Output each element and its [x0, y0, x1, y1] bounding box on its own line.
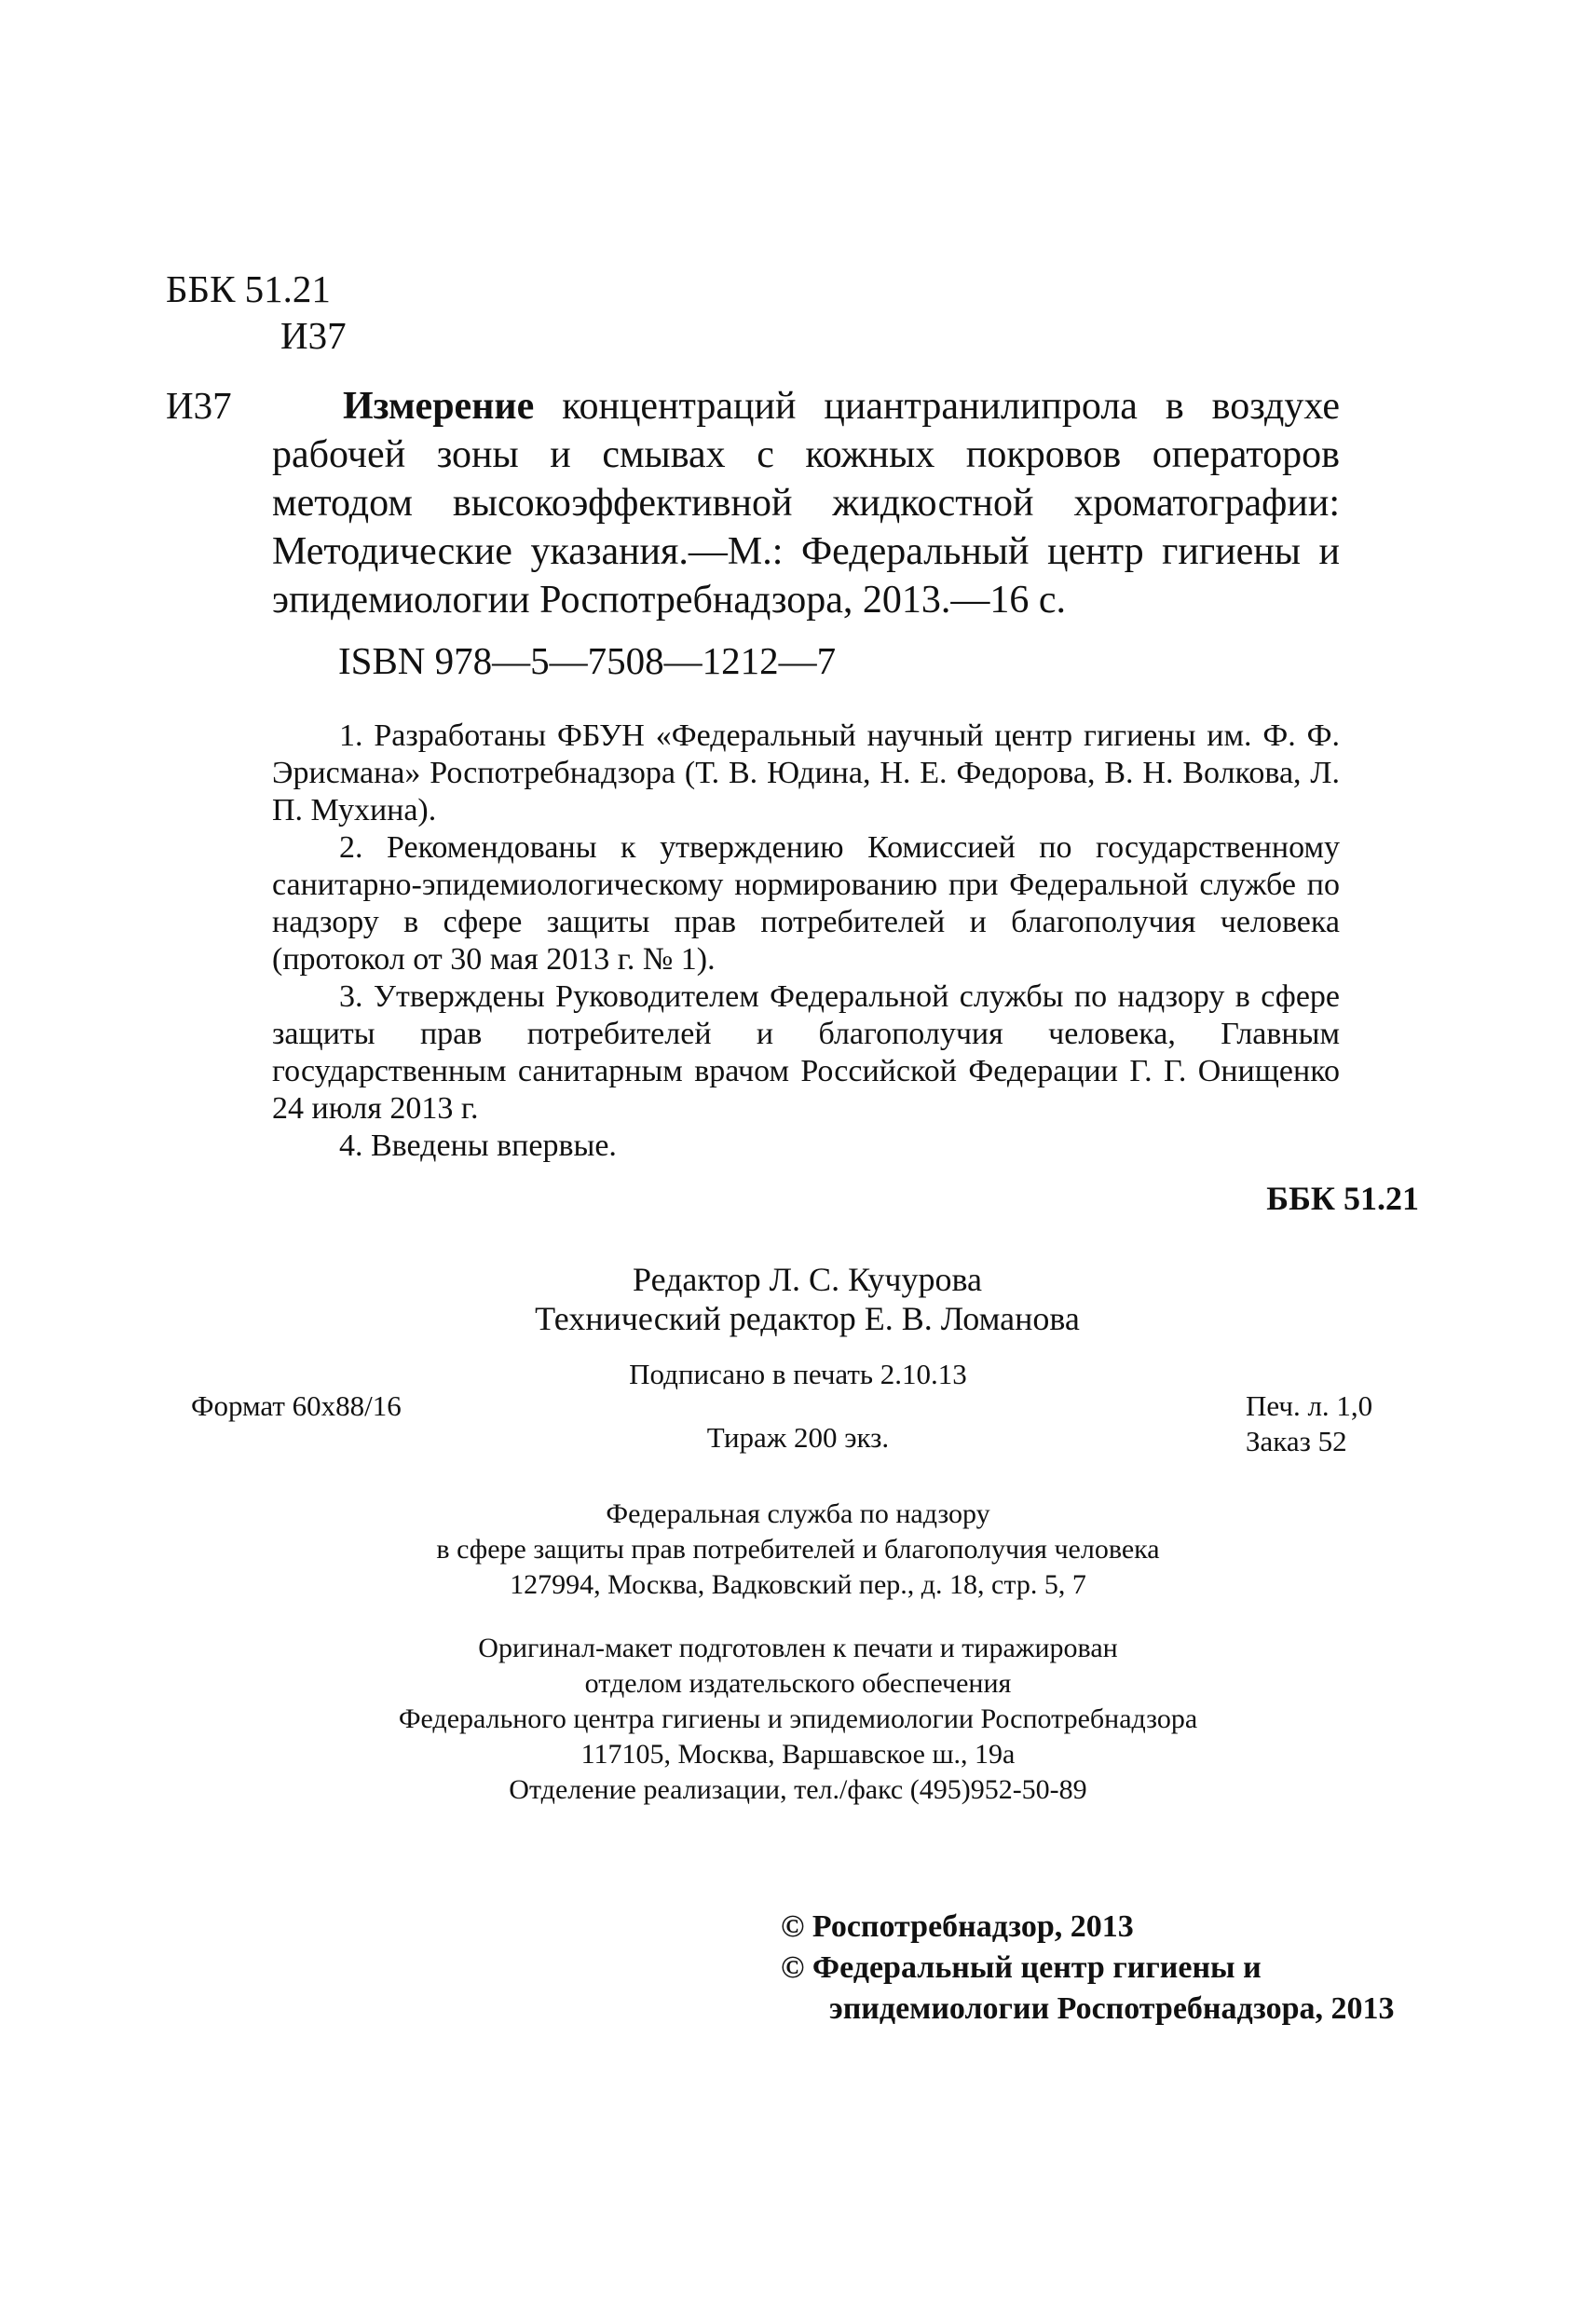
note-approved: 3. Утверждены Руководителем Федеральной службы по надзору в сфере защиты прав потребителей и благополучия человека, Главным государственным санитарным врачом Российской Федерации Г. Г. Онищенко 24 июля 2013 г. — [272, 979, 1340, 1126]
maker-line: Федерального центра гигиены и эпидемиологии Роспотребнадзора — [398, 1703, 1198, 1734]
print-sheets: Печ. л. 1,0 — [1246, 1389, 1373, 1422]
signed-to-print: Подписано в печать 2.10.13 — [629, 1358, 967, 1390]
paper-format: Формат 60х88/16 — [191, 1389, 402, 1422]
maker-line: Оригинал-макет подготовлен к печати и тиражирован — [478, 1633, 1118, 1663]
bbk-classification-bottom: ББК 51.21 — [1266, 1180, 1419, 1217]
publisher-line: в сфере защиты прав потребителей и благополучия человека — [436, 1534, 1160, 1565]
copyright-line: эпидемиологии Роспотребнадзора, 2013 — [829, 1991, 1395, 2026]
circulation: Тираж 200 экз. — [706, 1421, 890, 1454]
publication-notes — [272, 718, 1340, 1165]
maker-address: 117105, Москва, Варшавское ш., 19а — [580, 1739, 1016, 1770]
entry-lead-word: Измерение — [343, 385, 535, 428]
note-introduced: 4. Введены впервые. — [339, 1128, 617, 1163]
editors-block — [0, 1260, 1596, 1338]
maker-line: отделом издательского обеспечения — [584, 1668, 1012, 1699]
entry-description: концентраций циантранилипрола в воздухе рабочей зоны и смывах с кожных покровов операторов методом высокоэффективной жидкостной хроматографии: Методические указания.—М.: Федеральный центр гигиены и эпидемиологии Роспотребнадзора, 2013.—16 с. — [272, 385, 1340, 622]
copyright-line: © Федеральный центр гигиены и — [781, 1950, 1262, 1985]
author-index-top: И37 — [280, 314, 347, 357]
tech-editor-name: Технический редактор Е. В. Ломанова — [535, 1300, 1080, 1337]
author-index-left: И37 — [166, 384, 232, 427]
bibliographic-entry — [272, 382, 1340, 624]
layout-maker-block — [0, 1631, 1596, 1808]
editor-name: Редактор Л. С. Кучурова — [633, 1261, 982, 1298]
publisher-line: Федеральная служба по надзору — [606, 1498, 990, 1529]
maker-contact: Отделение реализации, тел./факс (495)952-50-89 — [509, 1774, 1087, 1805]
order-number: Заказ 52 — [1246, 1425, 1347, 1457]
note-recommended: 2. Рекомендованы к утверждению Комиссией по государственному санитарно-эпидемиологическому нормированию при Федеральной службе по надзору в сфере защиты прав потребителей и благополучия человека (протокол от 30 мая 2013 г. № 1). — [272, 830, 1340, 977]
publisher-address: 127994, Москва, Вадковский пер., д. 18, стр. 5, 7 — [510, 1569, 1086, 1600]
note-developed: 1. Разработаны ФБУН «Федеральный научный центр гигиены им. Ф. Ф. Эрисмана» Роспотребнадзора (Т. В. Юдина, Н. Е. Федорова, В. Н. Волкова, Л. П. Мухина). — [272, 718, 1340, 827]
publisher-block — [0, 1497, 1596, 1603]
copyright-line: © Роспотребнадзор, 2013 — [781, 1909, 1134, 1944]
isbn: ISBN 978—5—7508—1212—7 — [338, 639, 837, 682]
bbk-classification-top: ББК 51.21 — [166, 267, 331, 310]
copyright-block — [781, 1907, 1395, 2030]
